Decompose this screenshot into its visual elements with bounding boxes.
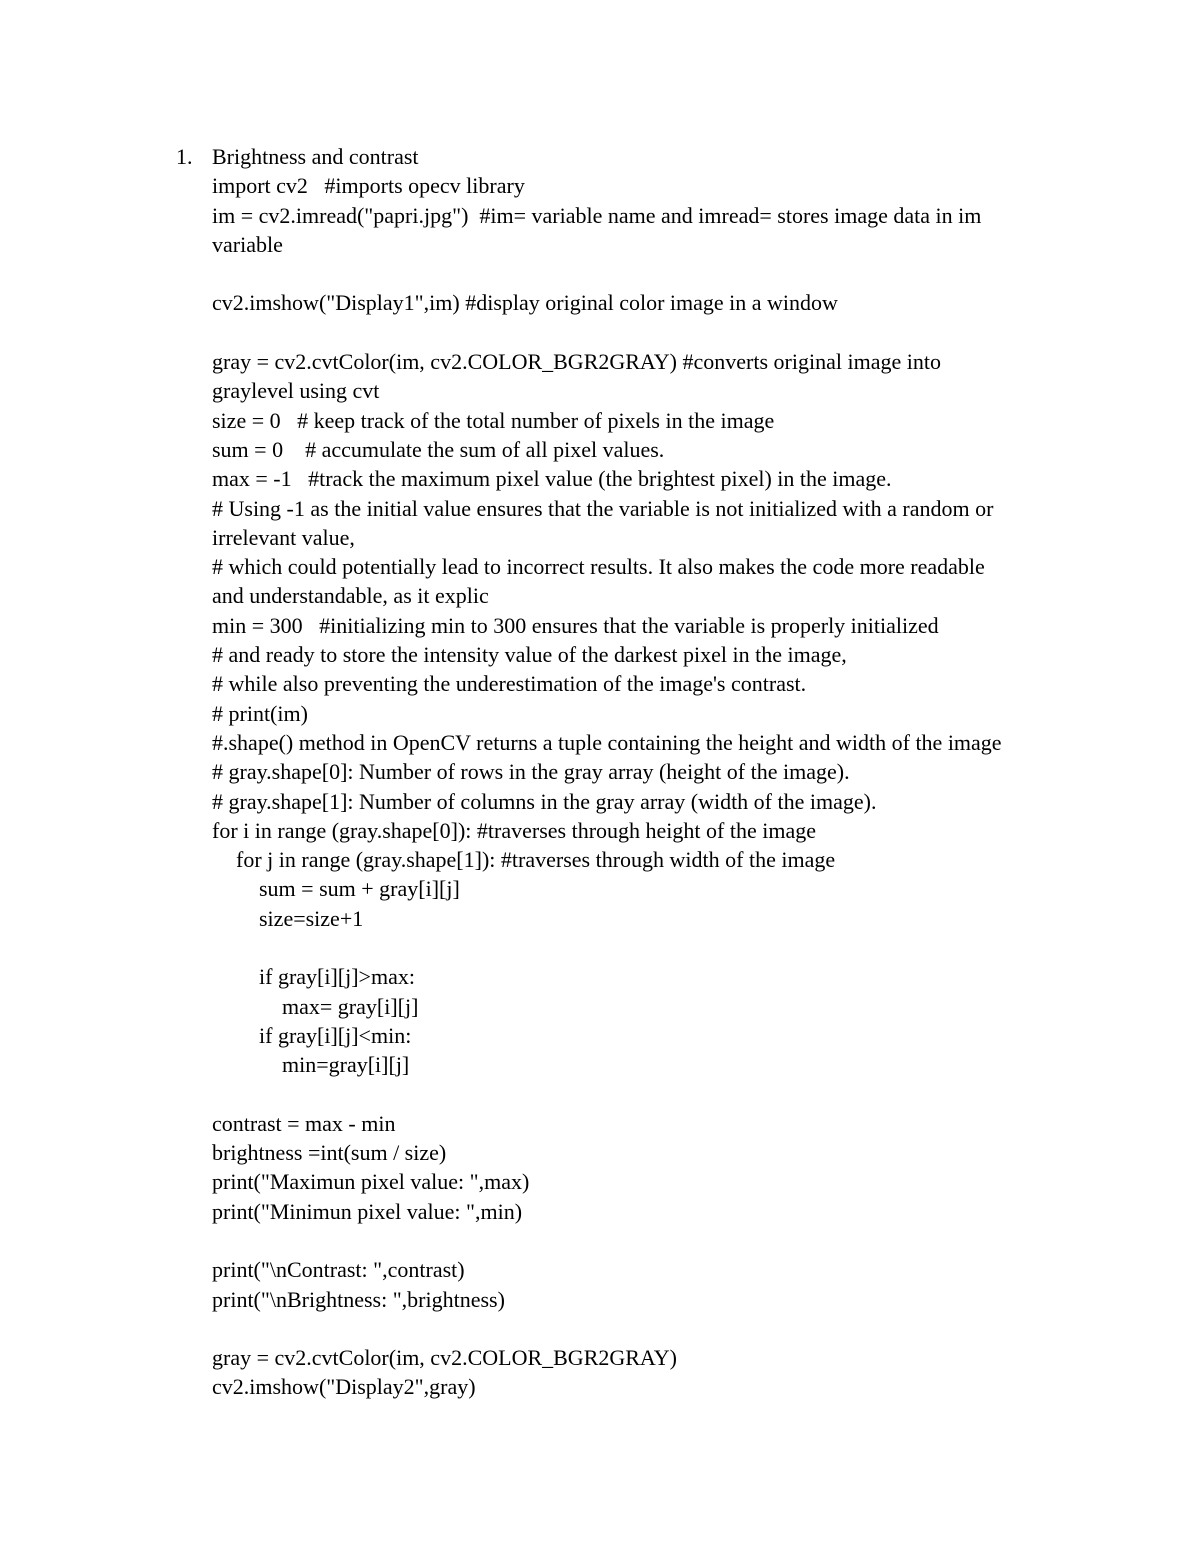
code-line: print("\nContrast: ",contrast) [212,1257,465,1283]
code-line: graylevel using cvt [212,378,380,404]
comment-line: # gray.shape[1]: Number of columns in the gray array (width of the image). [212,788,877,814]
code-line: cv2.imshow("Display2",gray) [212,1374,476,1400]
code-line: max = -1 #track the maximum pixel value (the brightest pixel) in the image. [212,466,892,492]
comment-line: # Using -1 as the initial value ensures that the variable is not initialized with a random or [212,495,994,521]
code-line: import cv2 #imports opecv library [212,173,525,199]
code-line: for j in range (gray.shape[1]): #traverses through width of the image [236,847,836,873]
code-line: cv2.imshow("Display1",im) #display original color image in a window [212,290,838,316]
section-heading: Brightness and contrast [212,144,419,169]
code-line: brightness =int(sum / size) [212,1140,447,1166]
code-line: print("\nBrightness: ",brightness) [212,1286,505,1312]
code-line: if gray[i][j]<min: [259,1022,412,1048]
code-line: min = 300 #initializing min to 300 ensures that the variable is properly initialized [212,612,939,638]
code-line: gray = cv2.cvtColor(im, cv2.COLOR_BGR2GRAY) #converts original image into [212,349,941,375]
blank-line [212,1314,1172,1343]
code-line: for i in range (gray.shape[0]): #traverses through height of the image [212,817,816,843]
comment-line: #.shape() method in OpenCV returns a tuple containing the height and width of the image [212,729,1002,755]
list-number: 1. [176,144,193,169]
code-line: gray = cv2.cvtColor(im, cv2.COLOR_BGR2GRAY) [212,1345,678,1371]
blank-line [212,933,1172,962]
blank-line [212,1226,1172,1255]
comment-line: # and ready to store the intensity value of the darkest pixel in the image, [212,642,847,668]
comment-line: and understandable, as it explic [212,583,489,609]
code-line: if gray[i][j]>max: [259,964,415,990]
list-item-content [212,142,1172,1402]
blank-line [212,318,1172,347]
blank-line [212,259,1172,288]
code-line: im = cv2.imread("papri.jpg") #im= variable name and imread= stores image data in im [212,202,982,228]
code-line: size=size+1 [259,905,364,931]
code-line: sum = 0 # accumulate the sum of all pixel values. [212,436,665,462]
comment-line: irrelevant value, [212,524,355,550]
code-line: print("Maximun pixel value: ",max) [212,1169,530,1195]
comment-line: # while also preventing the underestimation of the image's contrast. [212,671,807,697]
code-line: min=gray[i][j] [282,1052,410,1078]
code-line: max= gray[i][j] [282,993,419,1019]
comment-line: # gray.shape[0]: Number of rows in the gray array (height of the image). [212,759,850,785]
code-line: variable [212,231,283,257]
comment-line: # which could potentially lead to incorrect results. It also makes the code more readable [212,554,985,580]
comment-line: # print(im) [212,700,308,726]
code-line: size = 0 # keep track of the total number of pixels in the image [212,407,775,433]
code-line: sum = sum + gray[i][j] [259,876,460,902]
code-line: print("Minimun pixel value: ",min) [212,1198,523,1224]
code-line: contrast = max - min [212,1110,396,1136]
blank-line [212,1080,1172,1109]
